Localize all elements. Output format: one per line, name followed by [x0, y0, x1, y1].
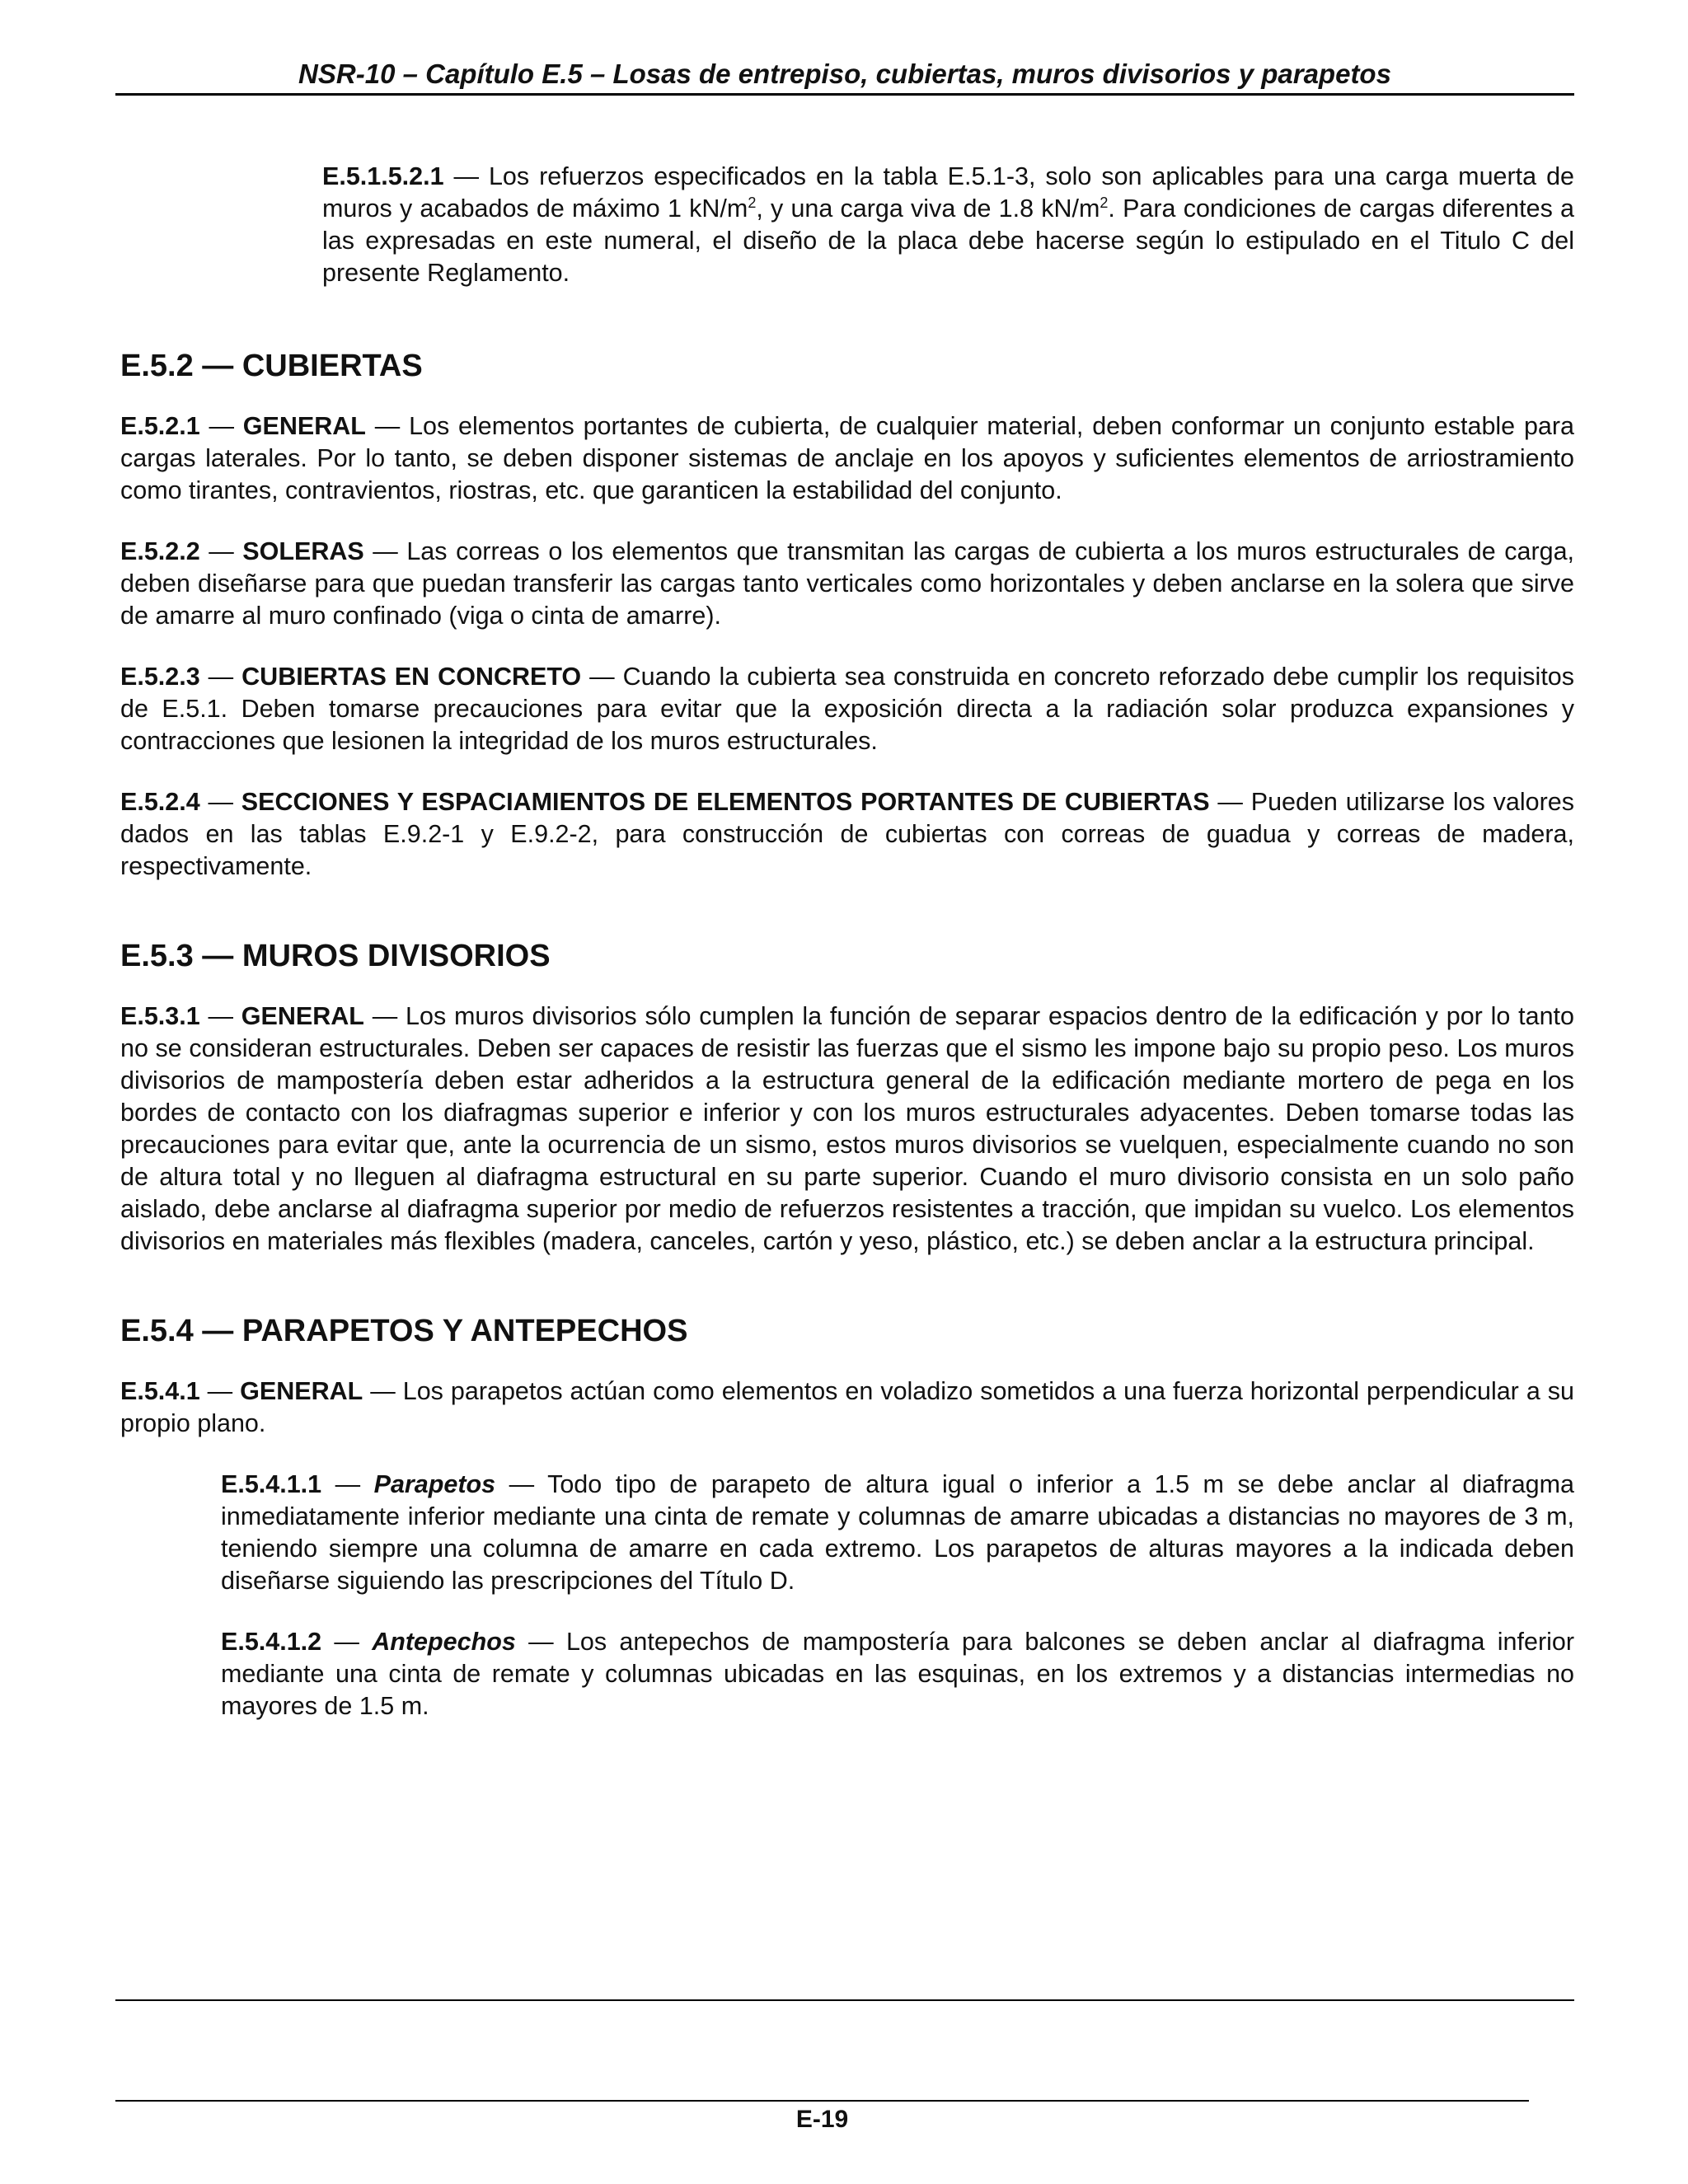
clause-title: GENERAL: [240, 1377, 363, 1405]
clause-text: Los refuerzos especificados en la tabla E.5.1-3, solo son aplicables para una carga muerta de muros y acabados de máximo 1 kN/m: [322, 162, 1574, 223]
dash: —: [321, 1470, 374, 1498]
clause-text: Los parapetos actúan como elementos en voladizo sometidos a una fuerza horizontal perpendicular a su propio plano.: [120, 1377, 1574, 1437]
clause-title: SECCIONES Y ESPACIAMIENTOS DE ELEMENTOS PORTANTES DE CUBIERTAS: [241, 788, 1210, 816]
clause-title: GENERAL: [242, 412, 366, 440]
dash: —: [581, 663, 623, 691]
clause-text: Los muros divisorios sólo cumplen la función de separar espacios dentro de la edificación y por lo tanto no se consideran estructurales. Deben ser capaces de resistir las fuerzas que el sismo les impone bajo su propio peso. Los muros divisorios de mampostería deben estar adheridos a la estructura general de la edificación mediante mortero de pega en los bordes de contacto con los diafragmas superior e inferior y con los muros estructurales adyacentes. Deben tomarse todas las precauciones para evitar que, ante la ocurrencia de un sismo, estos muros divisorios se vuelquen, especialmente cuando no son de altura total y no lleguen al diafragma estructural en su parte superior. Cuando el muro divisorio consista en un solo paño aislado, debe anclarse al diafragma superior por medio de refuerzos resistentes a tracción, que impidan su vuelco. Los elementos divisorios en materiales más flexibles (madera, canceles, cartón y yeso, plástico, etc.) se deben anclar a la estructura principal.: [120, 1002, 1574, 1255]
page-number: E-19: [795, 2106, 849, 2133]
clause-number: E.5.2.1: [120, 412, 200, 440]
dash: —: [363, 537, 407, 565]
clause-text: Los antepechos de mampostería para balcones se deben anclar al diafragma inferior mediante una cinta de remate y columnas ubicadas en las esquinas, en los extremos y a distancias intermedias no mayores de 1.5 m.: [221, 1628, 1575, 1720]
dash: —: [199, 1377, 241, 1405]
paragraph-e55412: [221, 1626, 1574, 1722]
clause-title: Antepechos: [372, 1628, 516, 1656]
clause-text: Pueden utilizarse los valores dados en las tablas E.9.2-1 y E.9.2-2, para construcción de cubiertas con correas de guadua y correas de madera, respectivamente.: [120, 788, 1574, 880]
clause-title: CUBIERTAS EN CONCRETO: [241, 663, 582, 691]
dash: —: [199, 663, 242, 691]
dash: —: [199, 412, 243, 440]
section-heading-e554: E.5.4 — PARAPETOS Y ANTEPECHOS: [120, 1314, 688, 1348]
section-heading-e552: E.5.2 — CUBIERTAS: [120, 349, 423, 383]
clause-text: Todo tipo de parapeto de altura igual o inferior a 1.5 m se debe anclar al diafragma inmediatamente inferior mediante una cinta de remate y columnas de amarre ubicadas a distancias no mayores de 3 m, teniendo siempre una columna de amarre en cada extremo. Los parapetos de alturas mayores a la indicada deben diseñarse siguiendo las prescripciones del Título D.: [221, 1470, 1574, 1595]
dash: —: [321, 1628, 373, 1656]
clause-title: GENERAL: [241, 1002, 364, 1030]
footer-rule: [115, 2100, 1529, 2102]
paragraph-e5541: [120, 1376, 1574, 1440]
running-header: NSR-10 – Capítulo E.5 – Losas de entrepiso, cubiertas, muros divisorios y parapetos: [298, 59, 1391, 89]
dash: —: [199, 1002, 241, 1030]
dash: —: [495, 1470, 548, 1498]
dash: —: [365, 412, 410, 440]
dash: —: [363, 1377, 403, 1405]
dash: —: [363, 1002, 406, 1030]
clause-number: E.5.4.1.2: [221, 1628, 322, 1656]
section-heading-e553: E.5.3 — MUROS DIVISORIOS: [120, 939, 551, 973]
paragraph-e5521: [120, 410, 1574, 507]
header-rule: [115, 93, 1574, 96]
clause-number: E.5.4.1.1: [221, 1470, 322, 1498]
dash: —: [1209, 788, 1251, 816]
superscript: 2: [1100, 194, 1109, 211]
clause-text: Las correas o los elementos que transmitan las cargas de cubierta a los muros estructurales de carga, deben diseñarse para que puedan transferir las cargas tanto verticales como horizontales y deben anclarse en la solera que sirve de amarre al muro confinado (viga o cinta de amarre).: [120, 537, 1575, 630]
clause-number: E.5.2.3: [120, 663, 200, 691]
paragraph-e5531: [120, 1001, 1574, 1258]
paragraph-e55411: [221, 1469, 1574, 1597]
clause-title: Parapetos: [373, 1470, 496, 1498]
clause-text: Cuando la cubierta sea construida en concreto reforzado debe cumplir los requisitos de E.5.1. Deben tomarse precauciones para evitar que la exposición directa a la radiación solar produzca expansiones y contracciones que lesionen la integridad de los muros estructurales.: [120, 663, 1575, 755]
paragraph-e5523: [120, 661, 1574, 757]
paragraph-e5524: [120, 786, 1574, 883]
clause-text: Los elementos portantes de cubierta, de cualquier material, deben conformar un conjunto estable para cargas laterales. Por lo tanto, se deben disponer sistemas de anclaje en los apoyos y suficientes elementos de arriostramiento como tirantes, contravientos, riostras, etc. que garanticen la estabilidad del conjunto.: [120, 412, 1575, 504]
page-body: [120, 161, 1574, 1722]
clause-title: SOLERAS: [242, 537, 364, 565]
clause-number: E.5.1.5.2.1: [322, 162, 444, 190]
dash: —: [515, 1628, 566, 1656]
clause-number: E.5.2.4: [120, 788, 200, 816]
dash: —: [443, 162, 489, 190]
paragraph-e51521: [322, 161, 1574, 289]
clause-number: E.5.3.1: [120, 1002, 200, 1030]
body-end-rule: [115, 1999, 1574, 2001]
clause-number: E.5.4.1: [120, 1377, 200, 1405]
dash: —: [199, 537, 243, 565]
clause-text: . Para condiciones de cargas diferentes a las expresadas en este numeral, el diseño de la placa debe hacerse según lo estipulado en el Titulo C del presente Reglamento.: [322, 194, 1574, 287]
clause-number: E.5.2.2: [120, 537, 200, 565]
dash: —: [199, 788, 241, 816]
clause-text: , y una carga viva de 1.8 kN/m: [756, 194, 1100, 223]
superscript: 2: [748, 194, 757, 211]
paragraph-e5522: [120, 536, 1574, 632]
